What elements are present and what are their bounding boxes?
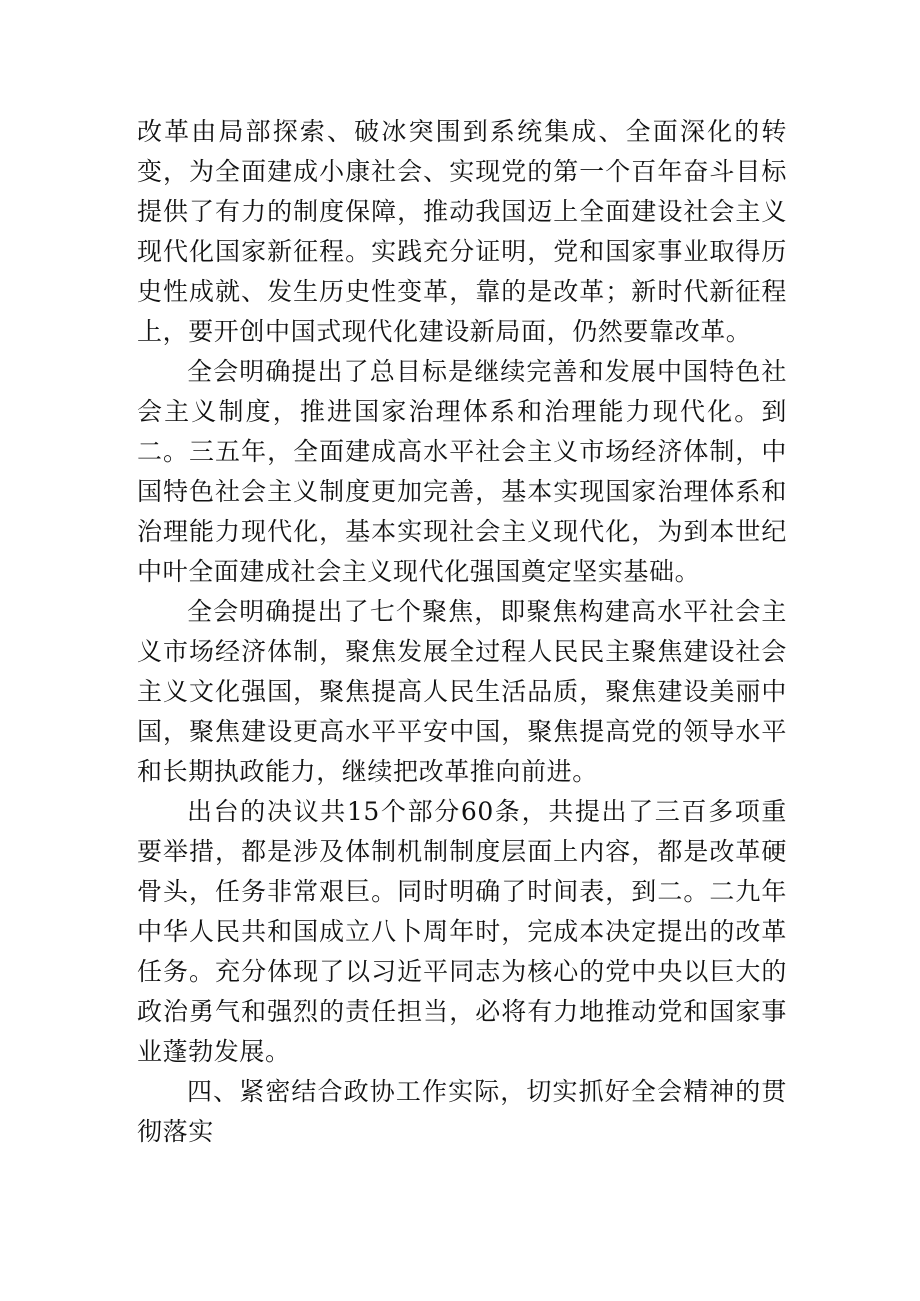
paragraph-seven-focuses: 全会明确提出了七个聚焦，即聚焦构建高水平社会主义市场经济体制，聚焦发展全过程人民民主聚焦建设社会主义文化强国，聚焦提高人民生活品质，聚焦建设美丽中国，聚焦建设更高水平平安中国，聚焦提高党的领导水平和长期执政能力，继续把改革推向前进。 bbox=[137, 597, 787, 786]
document-body bbox=[137, 112, 787, 1152]
paragraph-overall-goal: 全会明确提出了总目标是继续完善和发展中国特色社会主义制度，推进国家治理体系和治理能力现代化。到二。三五年，全面建成高水平社会主义市场经济体制，中国特色社会主义制度更加完善，基本实现国家治理体系和治理能力现代化，基本实现社会主义现代化，为到本世纪中叶全面建成社会主义现代化强国奠定坚实基础。 bbox=[137, 357, 787, 586]
paragraph-resolution-details: 出台的决议共15个部分60条，共提出了三百多项重要举措，都是涉及体制机制制度层面上内容，都是改革硬骨头，任务非常艰巨。同时明确了时间表，到二。二九年中华人民共和国成立八卜周年时，完成本决定提出的改革任务。充分体现了以习近平同志为核心的党中央以巨大的政治勇气和强烈的责任担当，必将有力地推动党和国家事业蓬勃发展。 bbox=[137, 797, 787, 1066]
paragraph-reform-continuation: 改革由局部探索、破冰突围到系统集成、全面深化的转变，为全面建成小康社会、实现党的第一个百年奋斗目标提供了有力的制度保障，推动我国迈上全面建设社会主义现代化国家新征程。实践充分证明，党和国家事业取得历史性成就、发生历史性变革，靠的是改革；新时代新征程上，要开创中国式现代化建设新局面，仍然要靠改革。 bbox=[137, 117, 787, 346]
section-heading-four: 四、紧密结合政协工作实际，切实抓好全会精神的贯彻落实 bbox=[137, 1077, 787, 1146]
